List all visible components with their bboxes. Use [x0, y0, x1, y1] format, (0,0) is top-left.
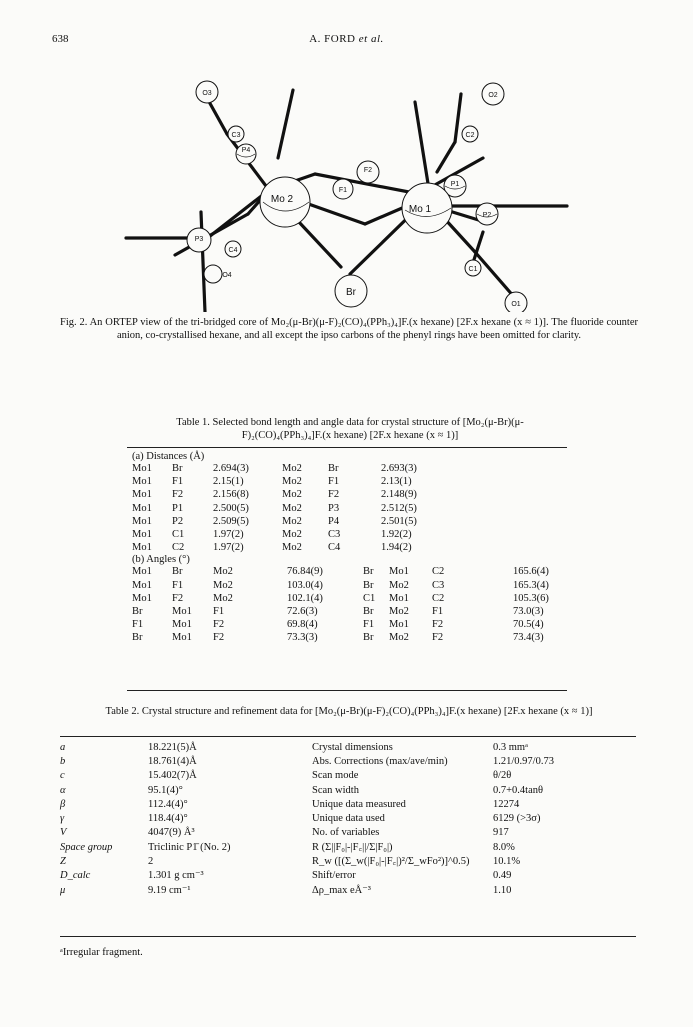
table-cell: V	[60, 827, 67, 839]
table-cell: C2	[432, 592, 445, 604]
table-cell: C3	[328, 529, 341, 541]
table-cell: Mo1	[132, 579, 152, 591]
table1-angles	[132, 565, 557, 644]
table-cell: 69.8(4)	[287, 619, 318, 631]
table1-angles-heading: (b) Angles (°)	[132, 554, 190, 566]
table-cell: Mo2	[389, 605, 409, 617]
table1-distances	[132, 462, 451, 554]
table-cell: F1	[213, 605, 225, 617]
table-cell: μ	[60, 884, 66, 896]
table-cell: 73.3(3)	[287, 632, 318, 644]
table-cell: θ/2θ	[493, 770, 512, 782]
table-cell: 0.49	[493, 870, 512, 882]
table1-bottom-rule	[127, 690, 567, 691]
table2-title: Table 2. Crystal structure and refinement data for [Mo₂(μ-Br)(μ-F)₂(CO)₄(PPh₃)₄]F.(x hexane) [2F.x hexane (x ≈ 1)]	[105, 706, 593, 717]
label-c3: C3	[231, 132, 241, 139]
table1-title: Table 1. Selected bond length and angle data for crystal structure of [Mo₂(μ-Br)(μ-F)₂(CO)₄(PPh₃)₄]F.(x hexane) [2F.x hexane (x ≈ 1)]	[176, 417, 524, 441]
atom-o4	[204, 265, 222, 283]
table-cell: 70.5(4)	[513, 619, 544, 631]
table-cell: Mo1	[132, 515, 152, 527]
table-cell: Mo2	[282, 542, 302, 554]
table-cell: Mo1	[132, 489, 152, 501]
table-cell: 2.15(1)	[213, 476, 244, 488]
refinement-row	[60, 769, 636, 783]
table-cell: C2	[172, 542, 185, 554]
table-cell: c	[60, 770, 65, 782]
table-cell: Br	[363, 632, 374, 644]
refinement-row	[60, 811, 636, 825]
table-cell: 73.0(3)	[513, 605, 544, 617]
table-cell: 2.500(5)	[213, 502, 249, 514]
table-cell: C1	[172, 529, 185, 541]
table-cell: C1	[363, 592, 376, 604]
table2-footnote: ᵃIrregular fragment.	[60, 947, 143, 958]
angle-row	[132, 618, 557, 631]
distance-row	[132, 515, 451, 528]
table-cell: F1	[363, 619, 375, 631]
refinement-row	[60, 754, 636, 768]
table-cell: 165.6(4)	[513, 566, 549, 578]
table-cell: 1.21/0.97/0.73	[493, 755, 554, 767]
refinement-row	[60, 797, 636, 811]
table-cell: Crystal dimensions	[312, 741, 393, 753]
table2-top-rule	[60, 736, 636, 737]
table-cell: P2	[172, 515, 184, 527]
table-cell: 0.3 mmᵃ	[493, 741, 528, 753]
table-cell: 73.4(3)	[513, 632, 544, 644]
table-cell: 1.92(2)	[381, 529, 412, 541]
table-cell: 9.19 cm⁻¹	[148, 884, 191, 896]
distance-row	[132, 475, 451, 488]
table-cell: R (Σ||F₀|-|F꜀||/Σ|F₀|)	[312, 841, 393, 853]
running-head-authors: A. FORD	[309, 33, 356, 45]
table-cell: Scan mode	[312, 770, 359, 782]
angle-row	[132, 592, 557, 605]
label-mo1: Mo 1	[408, 204, 432, 215]
label-o2: O2	[488, 92, 498, 99]
table-cell: F2	[172, 489, 184, 501]
label-p4: P4	[241, 147, 251, 154]
table-cell: F2	[213, 619, 225, 631]
table-cell: Mo2	[282, 502, 302, 514]
table-cell: b	[60, 755, 66, 767]
table-cell: 917	[493, 827, 509, 839]
table-cell: F2	[432, 632, 444, 644]
table2	[60, 740, 636, 897]
table-cell: 18.761(4)Å	[148, 755, 197, 767]
table1-top-rule	[127, 447, 567, 448]
table-cell: Unique data used	[312, 813, 385, 825]
table-cell: Mo1	[132, 463, 152, 475]
label-c4: C4	[228, 247, 238, 254]
table-cell: Abs. Corrections (max/ave/min)	[312, 755, 448, 767]
table-cell: 0.7+0.4tanθ	[493, 784, 544, 796]
table-cell: P3	[328, 502, 340, 514]
table-cell: Mo2	[282, 529, 302, 541]
refinement-row	[60, 783, 636, 797]
table-cell: 1.97(2)	[213, 542, 244, 554]
table-cell: a	[60, 741, 66, 753]
refinement-row	[60, 826, 636, 840]
table-cell: 112.4(4)°	[148, 798, 188, 810]
table-cell: Space group	[60, 841, 113, 853]
label-p2: P2	[482, 212, 492, 219]
ortep-figure	[115, 62, 575, 312]
table-cell: Δρ_max eÅ⁻³	[312, 884, 371, 896]
table-cell: 118.4(4)°	[148, 813, 188, 825]
table-cell: 10.1%	[493, 856, 521, 868]
table-cell: Mo1	[389, 566, 409, 578]
table-cell: 4047(9) Å³	[148, 827, 195, 839]
table-cell: Mo2	[282, 489, 302, 501]
table-cell: 2.148(9)	[381, 489, 417, 501]
table-cell: Mo2	[213, 566, 233, 578]
table-cell: F1	[132, 619, 144, 631]
table-cell: β	[60, 798, 66, 810]
table-cell: F2	[213, 632, 225, 644]
table-cell: 2.512(5)	[381, 502, 417, 514]
label-p3: P3	[194, 236, 204, 243]
label-f2: F2	[363, 167, 373, 174]
table-cell: Triclinic P1̄ (No. 2)	[148, 841, 231, 853]
running-head-etal: et al.	[358, 33, 384, 45]
table-cell: F1	[432, 605, 444, 617]
distance-row	[132, 502, 451, 515]
table-cell: Mo1	[389, 619, 409, 631]
table-cell: 1.10	[493, 884, 512, 896]
table-cell: Br	[172, 566, 183, 578]
table2-bottom-rule	[60, 936, 636, 937]
table-cell: 2.156(8)	[213, 489, 249, 501]
table-cell: Mo2	[213, 579, 233, 591]
table-cell: D_calc	[60, 870, 91, 882]
table-cell: 2.693(3)	[381, 463, 417, 475]
table-cell: Mo2	[282, 515, 302, 527]
distance-row	[132, 462, 451, 475]
table-cell: Unique data measured	[312, 798, 406, 810]
table-cell: F1	[172, 579, 184, 591]
table-cell: 105.3(6)	[513, 592, 549, 604]
table-cell: 2.509(5)	[213, 515, 249, 527]
table-cell: 15.402(7)Å	[148, 770, 197, 782]
table-cell: F2	[328, 489, 340, 501]
label-o3: O3	[202, 90, 212, 97]
label-o4: O4	[222, 272, 232, 279]
table1	[132, 451, 557, 644]
table-cell: Br	[363, 605, 374, 617]
label-p1: P1	[450, 181, 460, 188]
running-head	[0, 33, 693, 45]
table-cell: 12274	[493, 798, 520, 810]
table-cell: Mo1	[172, 619, 192, 631]
table-cell: 18.221(5)Å	[148, 741, 197, 753]
table-cell: C2	[432, 566, 445, 578]
table-cell: α	[60, 784, 66, 796]
table-cell: Mo2	[213, 592, 233, 604]
table-cell: Scan width	[312, 784, 359, 796]
table-cell: Mo1	[389, 592, 409, 604]
refinement-row	[60, 854, 636, 868]
table-cell: Mo2	[282, 463, 302, 475]
refinement-row	[60, 869, 636, 883]
table-cell: Br	[132, 605, 143, 617]
table-cell: Shift/error	[312, 870, 356, 882]
refinement-row	[60, 740, 636, 754]
table-cell: Z	[60, 856, 66, 868]
distance-row	[132, 528, 451, 541]
figure-caption: Fig. 2. An ORTEP view of the tri-bridged core of Mo₂(μ-Br)(μ-F)₂(CO)₄(PPh₃)₄]F.(x hexane) [2F.x hexane (x ≈ 1)]. The fluoride counter anion, co-crystallised hexane, and all except the ipso carbons of the phenyl rings have been omitted for clarity.	[60, 317, 638, 341]
refinement-row	[60, 883, 636, 897]
page-number: 638	[52, 33, 69, 45]
table-cell: Mo1	[172, 605, 192, 617]
table-cell: 165.3(4)	[513, 579, 549, 591]
table-cell: F2	[432, 619, 444, 631]
table2-data	[60, 740, 636, 897]
table-cell: Mo2	[389, 632, 409, 644]
distance-row	[132, 488, 451, 501]
table-cell: 8.0%	[493, 841, 515, 853]
table-cell: F1	[172, 476, 184, 488]
table-cell: Mo1	[132, 529, 152, 541]
angle-row	[132, 565, 557, 578]
table-cell: F1	[328, 476, 340, 488]
table-cell: 2	[148, 856, 154, 868]
table-cell: Mo1	[132, 502, 152, 514]
table-cell: Br	[172, 463, 183, 475]
table-cell: 95.1(4)°	[148, 784, 183, 796]
table-cell: 103.0(4)	[287, 579, 323, 591]
table-cell: P1	[172, 502, 184, 514]
table-cell: Mo1	[132, 592, 152, 604]
table-cell: 1.97(2)	[213, 529, 244, 541]
label-br: Br	[346, 287, 356, 298]
table-cell: C3	[432, 579, 445, 591]
table-cell: γ	[60, 813, 65, 825]
table-cell: 76.84(9)	[287, 566, 323, 578]
table-cell: Mo1	[132, 566, 152, 578]
distance-row	[132, 541, 451, 554]
table-cell: F2	[172, 592, 184, 604]
table-cell: 2.13(1)	[381, 476, 412, 488]
table-cell: Mo1	[132, 542, 152, 554]
table-cell: R_w ([(Σ_w(|F₀|-|F꜀|)²/Σ_wFo²)]^0.5)	[312, 856, 470, 868]
table-cell: Mo2	[282, 476, 302, 488]
angle-row	[132, 631, 557, 644]
label-o1: O1	[511, 301, 521, 308]
table-cell: 1.301 g cm⁻³	[148, 870, 204, 882]
table-cell: 1.94(2)	[381, 542, 412, 554]
table-cell: Br	[363, 579, 374, 591]
table-cell: Br	[132, 632, 143, 644]
table-cell: 72.6(3)	[287, 605, 318, 617]
table-cell: 2.501(5)	[381, 515, 417, 527]
table-cell: 2.694(3)	[213, 463, 249, 475]
label-mo2: Mo 2	[270, 194, 294, 205]
table-cell: 102.1(4)	[287, 592, 323, 604]
table-cell: P4	[328, 515, 340, 527]
table-cell: Mo1	[172, 632, 192, 644]
label-c2: C2	[465, 132, 475, 139]
table1-distances-heading: (a) Distances (Å)	[132, 451, 205, 462]
refinement-row	[60, 840, 636, 854]
table-cell: Br	[328, 463, 339, 475]
table-cell: 6129 (>3σ)	[493, 813, 541, 825]
table-cell: C4	[328, 542, 341, 554]
angle-row	[132, 605, 557, 618]
table-cell: No. of variables	[312, 827, 380, 839]
table-cell: Mo1	[132, 476, 152, 488]
angle-row	[132, 579, 557, 592]
table-cell: Mo2	[389, 579, 409, 591]
label-c1: C1	[468, 266, 478, 273]
label-f1: F1	[338, 187, 348, 194]
table-cell: Br	[363, 566, 374, 578]
